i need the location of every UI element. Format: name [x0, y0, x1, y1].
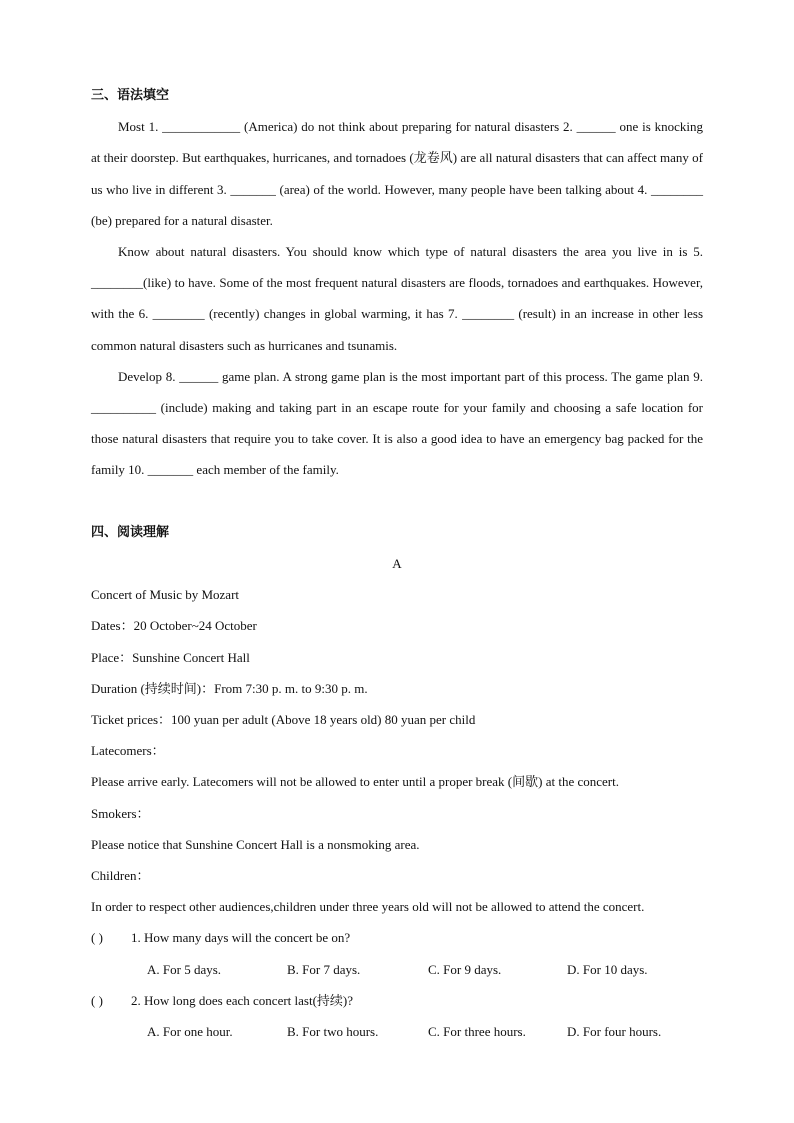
option-d[interactable]: D. For four hours.	[567, 1024, 662, 1040]
question-2	[91, 985, 703, 1016]
concert-dates: Dates：20 October~24 October	[91, 618, 257, 634]
option-b[interactable]: B. For 7 days.	[287, 961, 361, 977]
cloze-paragraph-1: Most 1. ____________ (America) do not think about preparing for natural disasters 2. ______ one is knocking at their doorstep. But earthquakes, hurricanes, and tornadoes (龙卷风) are all natural disasters that can affect many of us who live in different 3. _______ (area) of the world. However, many people have been talking about 4. ________ (be) prepared for a natural disaster.	[91, 119, 703, 228]
concert-duration: Duration (持续时间)：From 7:30 p. m. to 9:30 p. m.	[91, 680, 368, 696]
question-text: 1. How many days will the concert be on?	[131, 930, 351, 946]
latecomers-heading: Latecomers：	[91, 743, 165, 759]
document-page	[91, 80, 703, 1047]
children-heading: Children：	[91, 868, 150, 884]
question-1-options	[91, 954, 703, 985]
option-d[interactable]: D. For 10 days.	[567, 961, 648, 977]
section-3-title: 三、语法填空	[91, 88, 170, 103]
passage-label: A	[392, 556, 402, 572]
smokers-text: Please notice that Sunshine Concert Hall is a nonsmoking area.	[91, 836, 420, 852]
option-c[interactable]: C. For three hours.	[428, 1024, 526, 1040]
ticket-prices: Ticket prices：100 yuan per adult (Above 18 years old) 80 yuan per child	[91, 712, 476, 728]
question-1	[91, 922, 703, 953]
answer-blank[interactable]: ( )	[91, 930, 103, 946]
option-a[interactable]: A. For one hour.	[147, 1024, 233, 1040]
cloze-paragraph-3: Develop 8. ______ game plan. A strong game plan is the most important part of this process. The game plan 9. __________ (include) making and taking part in an escape route for your family and choosing a safe location for those natural disasters that require you to take cover. It is also a good idea to have an emergency bag packed for the family 10. _______ each member of the family.	[91, 368, 703, 478]
latecomers-text: Please arrive early. Latecomers will not be allowed to enter until a proper break (间歇) at the concert.	[91, 774, 619, 790]
question-2-options	[91, 1016, 703, 1047]
option-a[interactable]: A. For 5 days.	[147, 961, 222, 977]
question-text: 2. How long does each concert last(持续)?	[131, 992, 354, 1008]
smokers-heading: Smokers：	[91, 805, 150, 821]
option-b[interactable]: B. For two hours.	[287, 1024, 379, 1040]
concert-place: Place：Sunshine Concert Hall	[91, 649, 250, 665]
option-c[interactable]: C. For 9 days.	[428, 961, 502, 977]
concert-title: Concert of Music by Mozart	[91, 587, 240, 603]
children-text: In order to respect other audiences,children under three years old will not be allowed to attend the concert.	[91, 899, 645, 915]
section-4-title: 四、阅读理解	[91, 524, 170, 540]
cloze-paragraph-2: Know about natural disasters. You should know which type of natural disasters the area you live in is 5. ________(like) to have. Some of the most frequent natural disasters are floods, tornadoes and earthquakes. However, with the 6. ________ (recently) changes in global warming, it has 7. ________ (result) in an increase in other less common natural disasters such as hurricanes and tsunamis.	[91, 244, 703, 353]
answer-blank[interactable]: ( )	[91, 992, 103, 1008]
section-spacer	[91, 486, 703, 517]
